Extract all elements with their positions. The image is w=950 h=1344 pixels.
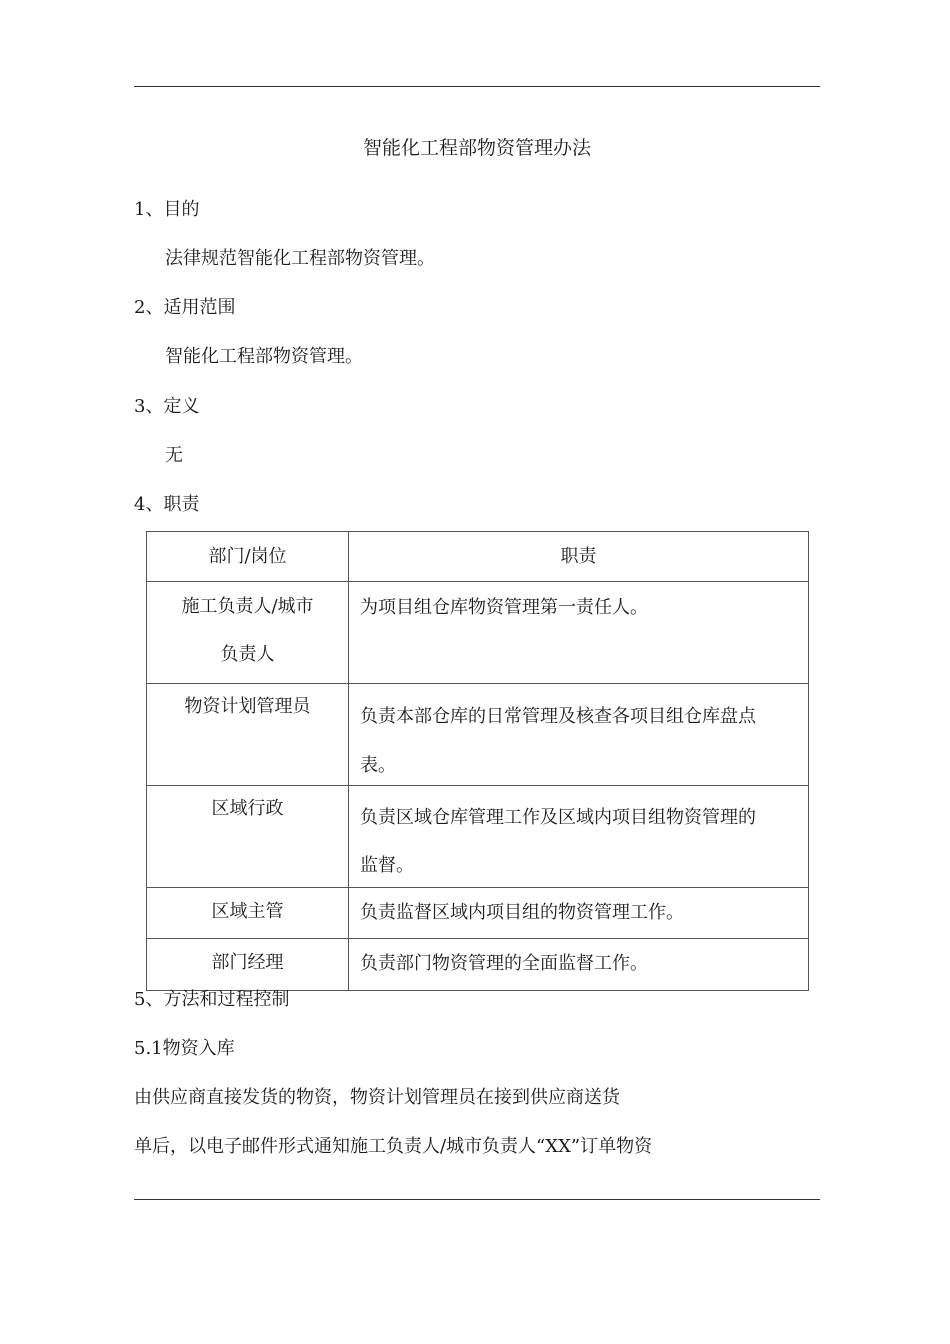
header-dept: 部门/岗位 [147, 532, 349, 582]
dept-line: 区域行政 [211, 798, 284, 819]
duty-text: 为项目组仓库物资管理第一责任人。 [360, 597, 648, 618]
header-duty: 职责 [349, 532, 809, 582]
dept-cell [147, 582, 349, 684]
duty-line: 负责本部仓库的日常管理及核查各项目组仓库盘点 [360, 706, 756, 727]
table-row [147, 582, 809, 684]
dept-cell [147, 684, 349, 786]
dept-line: 物资计划管理员 [184, 696, 311, 717]
table-row [147, 939, 809, 991]
duty-cell [349, 939, 809, 991]
dept-cell [147, 786, 349, 888]
table-row [147, 888, 809, 939]
duty-line: 负责区域仓库管理工作及区域内项目组物资管理的 [360, 807, 756, 828]
section-1-body: 法律规范智能化工程部物资管理。 [165, 248, 435, 269]
duty-cell [349, 888, 809, 939]
header-rule [134, 86, 820, 87]
section-5-1-line: 由供应商直接发货的物资，物资计划管理员在接到供应商送货 [134, 1087, 620, 1108]
table-header-row [147, 532, 809, 582]
duty-line: 监督。 [360, 855, 414, 876]
duty-text: 负责部门物资管理的全面监督工作。 [360, 953, 648, 974]
dept-line: 部门经理 [211, 952, 284, 973]
duty-line: 表。 [360, 755, 396, 776]
duty-cell [349, 582, 809, 684]
dept-line: 负责人 [220, 644, 275, 665]
section-5-heading: 5、方法和过程控制 [134, 989, 290, 1010]
duty-cell [349, 786, 809, 888]
table-row [147, 786, 809, 888]
dept-line: 区域主管 [211, 901, 284, 922]
section-5-1-heading: 5.1物资入库 [134, 1038, 235, 1059]
dept-cell [147, 939, 349, 991]
section-4-heading: 4、职责 [134, 494, 200, 515]
section-2-body: 智能化工程部物资管理。 [165, 346, 363, 367]
section-3-body: 无 [165, 445, 183, 466]
duty-text: 负责监督区域内项目组的物资管理工作。 [360, 902, 684, 923]
section-2-heading: 2、适用范围 [134, 297, 236, 318]
responsibility-table [146, 531, 809, 991]
document-title: 智能化工程部物资管理办法 [362, 137, 591, 159]
table-row [147, 684, 809, 786]
footer-rule [134, 1199, 820, 1200]
duty-cell [349, 684, 809, 786]
section-3-heading: 3、定义 [134, 396, 200, 417]
dept-cell [147, 888, 349, 939]
dept-line: 施工负责人/城市 [181, 596, 314, 617]
section-5-1-line: 单后，以电子邮件形式通知施工负责人/城市负责人“XX”订单物资 [134, 1136, 653, 1157]
section-1-heading: 1、目的 [134, 199, 200, 220]
